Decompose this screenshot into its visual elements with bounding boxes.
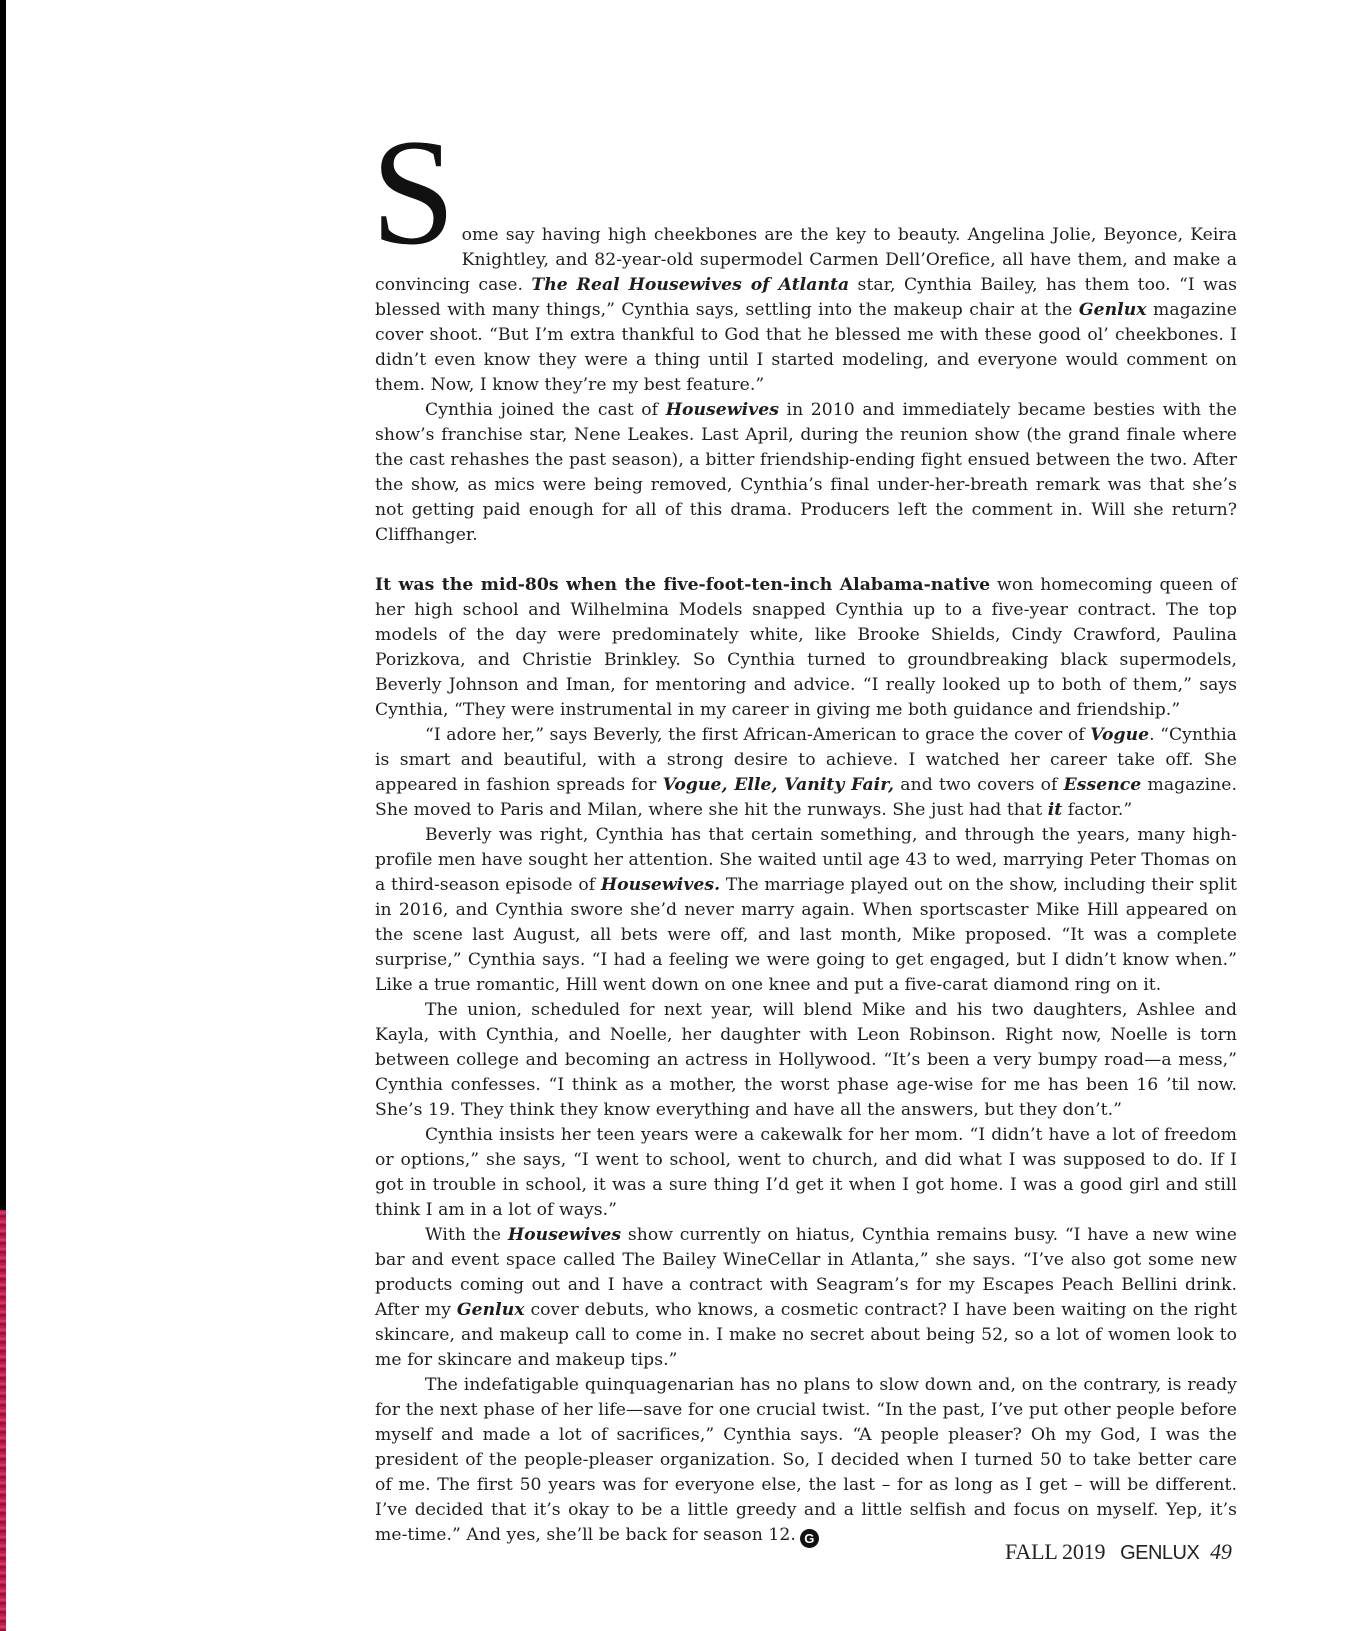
magazine-names: Vogue, Elle, Vanity Fair, xyxy=(662,775,895,795)
text-run: The marriage played out on the show, including their split in 2016, and Cynthia swore she’d never marry again. When sportscaster Mike Hill appeared on the scene last August, all bets were off, and last month, Mike proposed. “It was a complete surprise,” Cynthia says. “I had a feeling we were going to get engaged, but I didn’t know when.” Like a true romantic, Hill went down on one knee and put a five-carat diamond ring on it. xyxy=(375,875,1237,995)
drop-cap: S xyxy=(371,108,456,276)
show-title: Housewives xyxy=(665,400,779,420)
paragraph-6: The union, scheduled for next year, will blend Mike and his two daughters, Ashlee and Kayla, with Cynthia, and Noelle, her daughter with Leon Robinson. Right now, Noelle is torn between college and becoming an actress in Hollywood. “It’s been a very bumpy road—a mess,” Cynthia confesses. “I think as a mother, the worst phase age-wise for me has been 16 ’til now. She’s 19. They think they know everything and have all the answers, but they don’t.” xyxy=(375,1000,1237,1120)
text-run: The indefatigable quinquagenarian has no plans to slow down and, on the contrary, is ready for the next phase of her life—save for one crucial twist. “In the past, I’ve put other people before myself and made a lot of sacrifices,” Cynthia says. “A people pleaser? Oh my God, I was the president of the people-pleaser organization. So, I decided when I turned 50 to take better care of me. The first 50 years was for everyone else, the last – for as long as I get – will be different. I’ve decided that it’s okay to be a little greedy and a little selfish and focus on myself. Yep, it’s me-time.” And yes, she’ll be back for season 12. xyxy=(375,1375,1237,1545)
text-run: magazine. She moved to Paris and Milan, where she hit the runways. She just had that xyxy=(375,775,1237,820)
emphasis: it xyxy=(1047,800,1063,820)
show-title: Housewives. xyxy=(600,875,721,895)
show-title: The Real Housewives of Atlanta xyxy=(531,275,850,295)
text-run: Cynthia joined the cast of xyxy=(425,400,666,420)
text-run: “I adore her,” says Beverly, the first African-American to grace the cover of xyxy=(425,725,1091,745)
paragraph-3 xyxy=(375,573,1237,723)
paragraph-1 xyxy=(371,108,1238,398)
text-run: ome say having high cheekbones are the key to beauty. Angelina Jolie, Beyonce, Keira Knightley, and 82-year-old supermodel Carmen Dell’Orefice, all have them, and make a convincing case. xyxy=(375,225,1237,295)
magazine-title: GENLUX xyxy=(1120,1542,1200,1564)
page-folio xyxy=(1005,1537,1232,1568)
paragraph-9 xyxy=(375,1373,1237,1548)
text-run: . “Cynthia is smart and beautiful, with a strong desire to achieve. I watched her career take off. She appeared in fashion spreads for xyxy=(375,725,1237,795)
text-run: cover debuts, who knows, a cosmetic contract? I have been waiting on the right skincare, and makeup call to come in. I make no secret about being 52, so a lot of women look to me for skincare and makeup tips.” xyxy=(375,1300,1237,1370)
paragraph-7: Cynthia insists her teen years were a cakewalk for her mom. “I didn’t have a lot of freedom or options,” she says, “I went to school, went to church, and did what I was supposed to do. If I got in trouble in school, it was a sure thing I’d get it when I got home. I was a good girl and still think I am in a lot of ways.” xyxy=(375,1125,1237,1220)
magazine-name: Genlux xyxy=(456,1300,525,1320)
magazine-name: Vogue xyxy=(1090,725,1150,745)
section-lead-in: It was the mid-80s when the five-foot-ten-inch Alabama-native xyxy=(375,575,991,595)
paragraph-5 xyxy=(375,823,1237,998)
text-run: in 2010 and immediately became besties with the show’s franchise star, Nene Leakes. Last April, during the reunion show (the grand finale where the cast rehashes the past season), a bitter friendship-ending fight ensued between the two. After the show, as mics were being removed, Cynthia’s final under-her-breath remark was that she’s not getting paid enough for all of this drama. Producers left the comment in. Will she return? Cliffhanger. xyxy=(375,400,1237,545)
magazine-name: Essence xyxy=(1063,775,1142,795)
text-run: With the xyxy=(425,1225,508,1245)
genlux-end-mark-icon: G xyxy=(800,1529,819,1548)
text-run: and two covers of xyxy=(894,775,1064,795)
text-run: magazine cover shoot. “But I’m extra thankful to God that he blessed me with these good ol’ cheekbones. I didn’t even know they were a thing until I started modeling, and everyone would comment on them. Now, I know they’re my best feature.” xyxy=(375,300,1237,395)
text-run: factor.” xyxy=(1062,800,1133,820)
paragraph-2 xyxy=(375,398,1237,548)
show-title: Housewives xyxy=(507,1225,622,1245)
page-edge-accent xyxy=(0,1210,6,1631)
drop-cap-spacer xyxy=(375,130,1237,223)
paragraph-4 xyxy=(375,723,1237,823)
magazine-name: Genlux xyxy=(1078,300,1147,320)
text-run: won homecoming queen of her high school and Wilhelmina Models snapped Cynthia up to a five-year contract. The top models of the day were predominately white, like Brooke Shields, Cindy Crawford, Paulina Porizkova, and Christie Brinkley. So Cynthia turned to groundbreaking black supermodels, Beverly Johnson and Iman, for mentoring and advice. “I really looked up to both of them,” says Cynthia, “They were instrumental in my career in giving me both guidance and friendship.” xyxy=(375,575,1237,720)
page-number: 49 xyxy=(1210,1539,1232,1564)
text-run: show currently on hiatus, Cynthia remains busy. “I have a new wine bar and event space called The Bailey WineCellar in Atlanta,” she says. “I’ve also got some new products coming out and I have a contract with Seagram’s for my Escapes Peach Bellini drink. After my xyxy=(375,1225,1237,1320)
paragraph-8 xyxy=(375,1223,1237,1373)
text-run: star, Cynthia Bailey, has them too. “I was blessed with many things,” Cynthia says, settling into the makeup chair at the xyxy=(375,275,1238,320)
text-run: Beverly was right, Cynthia has that certain something, and through the years, many high-profile men have sought her attention. She waited until age 43 to wed, marrying Peter Thomas on a third-season episode of xyxy=(375,825,1237,895)
issue-label: FALL 2019 xyxy=(1005,1539,1106,1564)
article-body xyxy=(371,108,1238,1548)
